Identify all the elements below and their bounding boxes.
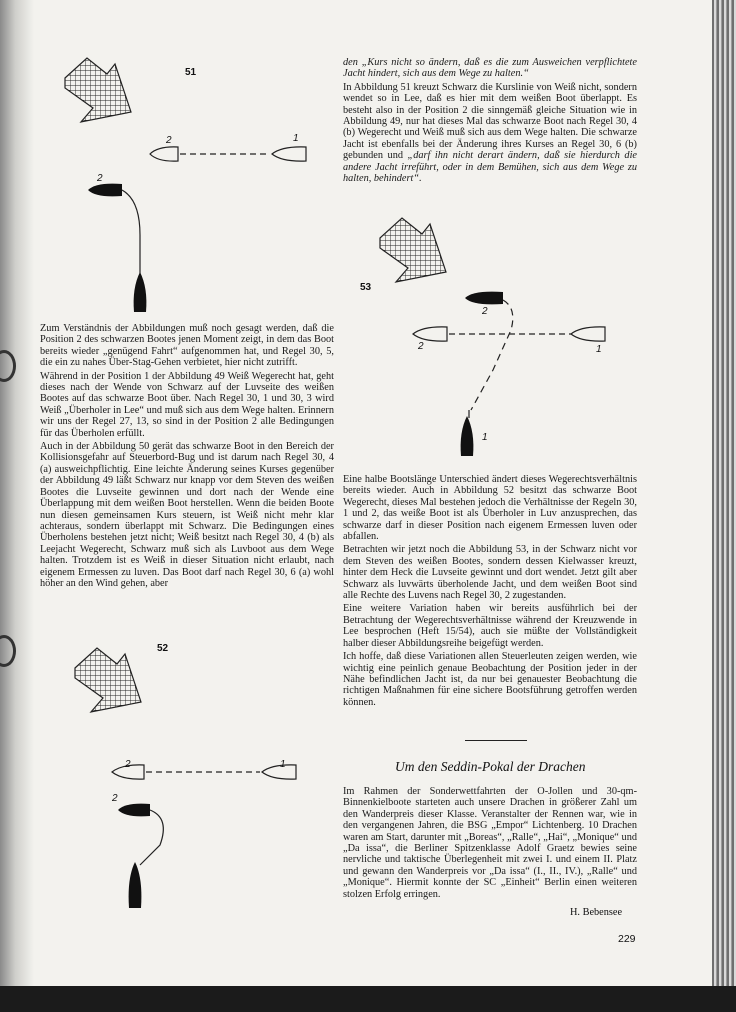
paragraph: Auch in der Abbildung 50 gerät das schwarze Boot in den Bereich der Kollisionsgefahr auf Steuerbord-Bug und ist darum nach Regel 30, 4 (a) ausweichpflichtig. Eine leichte Änderung seines Kurses gegenüber der Abbildung 49 läßt Schwarz nur knapp vor dem Steven des weißen Bootes die Luvseite gewinnen und dort nach der Wende eine Überlappung mit dem weißen Boot herstellen. Wenn die beiden Boote nun diesen gemeinsamen Kurs steuern, ist Weiß nicht mehr klar achteraus, sondern überlappt mit Schwarz. Die Bedingungen eines Überholens bestehen jetzt nicht; Weiß besitzt nach Regel 30, 4 (b) als Leejacht Wegerecht, Schwarz muß sich als Luvboot aus dem Wege halten. Trotzdem ist es Weiß in dieser Situation nicht erlaubt, nach eigenem Ermessen zu luven. Das Boot darf nach Regel 30, 6 (a) wohl höher an den Wind gehen, aber — [40, 441, 334, 589]
black-boat-icon — [461, 416, 474, 456]
figure-number: 51 — [185, 67, 197, 78]
black-boat-icon — [465, 292, 503, 305]
boat-position-label: 2 — [166, 135, 172, 146]
wind-arrow-icon — [75, 648, 141, 712]
paragraph: Zum Verständnis der Abbildungen muß noch gesagt werden, daß die Position 2 des schwarzen Bootes jenen Moment zeigt, in dem das Boot bereits wieder „genügend Fahrt“ aufgenommen hat, und Regel 30, 5, die ein zu nahes Über-Stag-Gehen verbietet, hier nicht zutrifft. — [40, 323, 334, 369]
boat-position-label: 2 — [125, 759, 131, 770]
paragraph: den „Kurs nicht so ändern, daß es die zum Ausweichen verpflichtete Jacht hindert, sich aus dem Wege zu halten.“ — [343, 57, 637, 80]
author-name: H. Bebensee — [570, 907, 623, 918]
boat-position-label: 1 — [482, 432, 488, 443]
paragraph: Betrachten wir jetzt noch die Abbildung 53, in der Schwarz nicht vor dem Steven des weißen Bootes, sondern dessen Kielwasser kreuzt, hinter dem Heck die Luvseite gewinnt und dort wendet. Jetzt gilt aber Schwarz als luvwärts überholende Jacht, und dem weißen Boot sind alle Rechte des Luvens nach Regel 30, 2 zugestanden. — [343, 544, 637, 602]
black-boat-icon — [88, 184, 122, 197]
white-boat-icon — [272, 147, 306, 161]
paragraph: Während in der Position 1 der Abbildung 49 Weiß Wegerecht hat, geht dieses nach der Wende von Schwarz auf der Luvseite des weißen Bootes auf das schwarze Boot über. Nach Regel 30, 1 und 30, 3 wird Weiß „Überholer in Lee“ und muß sich aus dem Wege halten. Erinnern wir uns der Regel 27, 13, so sind in der Position 2 alle Bedingungen für das Überholen erfüllt. — [40, 370, 334, 439]
figure-number: 52 — [157, 643, 169, 654]
gutter-shadow — [0, 0, 34, 986]
article-body — [343, 786, 637, 902]
paragraph-part: „darf ihn nicht derart ändern, daß sie hierdurch die andere Jacht irreführt, oder in dem Bemühen, sich aus dem Wege zu halten, behindert“. — [343, 150, 638, 185]
paragraph — [343, 82, 637, 185]
page-edges — [712, 0, 736, 986]
figure-number: 53 — [360, 282, 372, 293]
right-column-text-bottom — [343, 474, 637, 710]
scan-background — [0, 986, 736, 1012]
paragraph: Ich hoffe, daß diese Variationen allen Steuerleuten zeigen werden, wie wichtig eine peinlich genaue Beobachtung der Position jeder in der Nähe befindlichen Jacht ist, da nur bei genauester Beobachtung die richtigen Maßnahmen für eine sichere Bootsführung getroffen werden können. — [343, 651, 637, 708]
section-divider — [465, 740, 527, 741]
left-column-text — [40, 323, 334, 591]
figure-53 — [365, 210, 625, 460]
white-boat-icon — [262, 765, 296, 779]
figure-52 — [60, 640, 300, 920]
black-boat-icon — [134, 272, 147, 312]
paragraph-part: In Abbildung 51 kreuzt Schwarz die Kurslinie von Weiß nicht, sondern wendet so in Lee, daß es hier mit dem weißen Boot überlappt. Es besteht also in der Position 2 die sinngemäß gleiche Situation wie in Abbildung 49, nur hat dieses Mal das schwarze Boot nach Regel 30, 4 (b) Wegerecht und Weiß muß sich aus dem Wege halten. Die schwarze Jacht ist ebenfalls bei der Änderung ihres Kurses an Regel 30, 6 (b) gebunden und — [343, 81, 637, 162]
black-boat-icon — [118, 804, 150, 817]
white-boat-icon — [571, 327, 605, 341]
paragraph: Eine weitere Variation haben wir bereits ausführlich bei der Betrachtung der Wegerechtsverhältnisse während der Kreuzwende in Lee besprochen (Heft 15/54), auch sie müßte der Vollständigkeit halber dieser Abbildungsreihe beigefügt werden. — [343, 603, 637, 649]
paragraph: Im Rahmen der Sonderwettfahrten der O-Jollen und 30-qm-Binnenkielboote starteten auch unsere Drachen in größerer Zahl um den Wanderpreis dieser Klasse. Veranstalter der Rennen war, wie in den vergangenen Jahren, die BSG „Empor“ Lichtenberg. 10 Drachen waren am Start, darunter mit „Boreas“, „Ralle“, „Hai“, „Monique“ und „Da issa“, die Berliner Spitzenklasse Adolf Graetz bewies seine nervliche und taktische Überlegenheit mit zwei I. und einem II. Platz und gewann den Wanderpreis vor „Da issa“ (I., II., IV.), „Ralle“ und „Monique“. Hiermit konnte der SC „Einheit“ Berlin einen weiteren stolzen Erfolg erringen. — [343, 786, 637, 900]
wind-arrow-icon — [380, 218, 446, 282]
right-column-text-top — [343, 57, 637, 186]
boat-position-label: 2 — [482, 306, 488, 317]
wind-arrow-icon — [65, 58, 131, 122]
paragraph: Eine halbe Bootslänge Unterschied ändert dieses Wegerechtsverhältnis bereits wieder. Auch in Abbildung 52 besitzt das schwarze Boot Wegerecht, dieses Mal bestehen jedoch die Verhältnisse der Regeln 30, 1 und 2, das weiße Boot ist als Überholer in Luv anzusprechen, das schwarze darf in dieser Position nach eigenem Ermessen luven oder abfallen. — [343, 474, 637, 543]
figure-51 — [50, 50, 280, 320]
boat-position-label: 2 — [418, 341, 424, 352]
black-boat-icon — [129, 862, 142, 908]
white-boat-icon — [150, 147, 178, 161]
boat-position-label: 1 — [596, 344, 602, 355]
boat-position-label: 1 — [293, 133, 299, 144]
article-title: Um den Seddin-Pokal der Drachen — [395, 759, 586, 774]
boat-position-label: 1 — [280, 759, 286, 770]
boat-position-label: 2 — [97, 173, 103, 184]
white-boat-icon — [413, 327, 447, 341]
page-number: 229 — [618, 933, 636, 945]
boat-position-label: 2 — [112, 793, 118, 804]
